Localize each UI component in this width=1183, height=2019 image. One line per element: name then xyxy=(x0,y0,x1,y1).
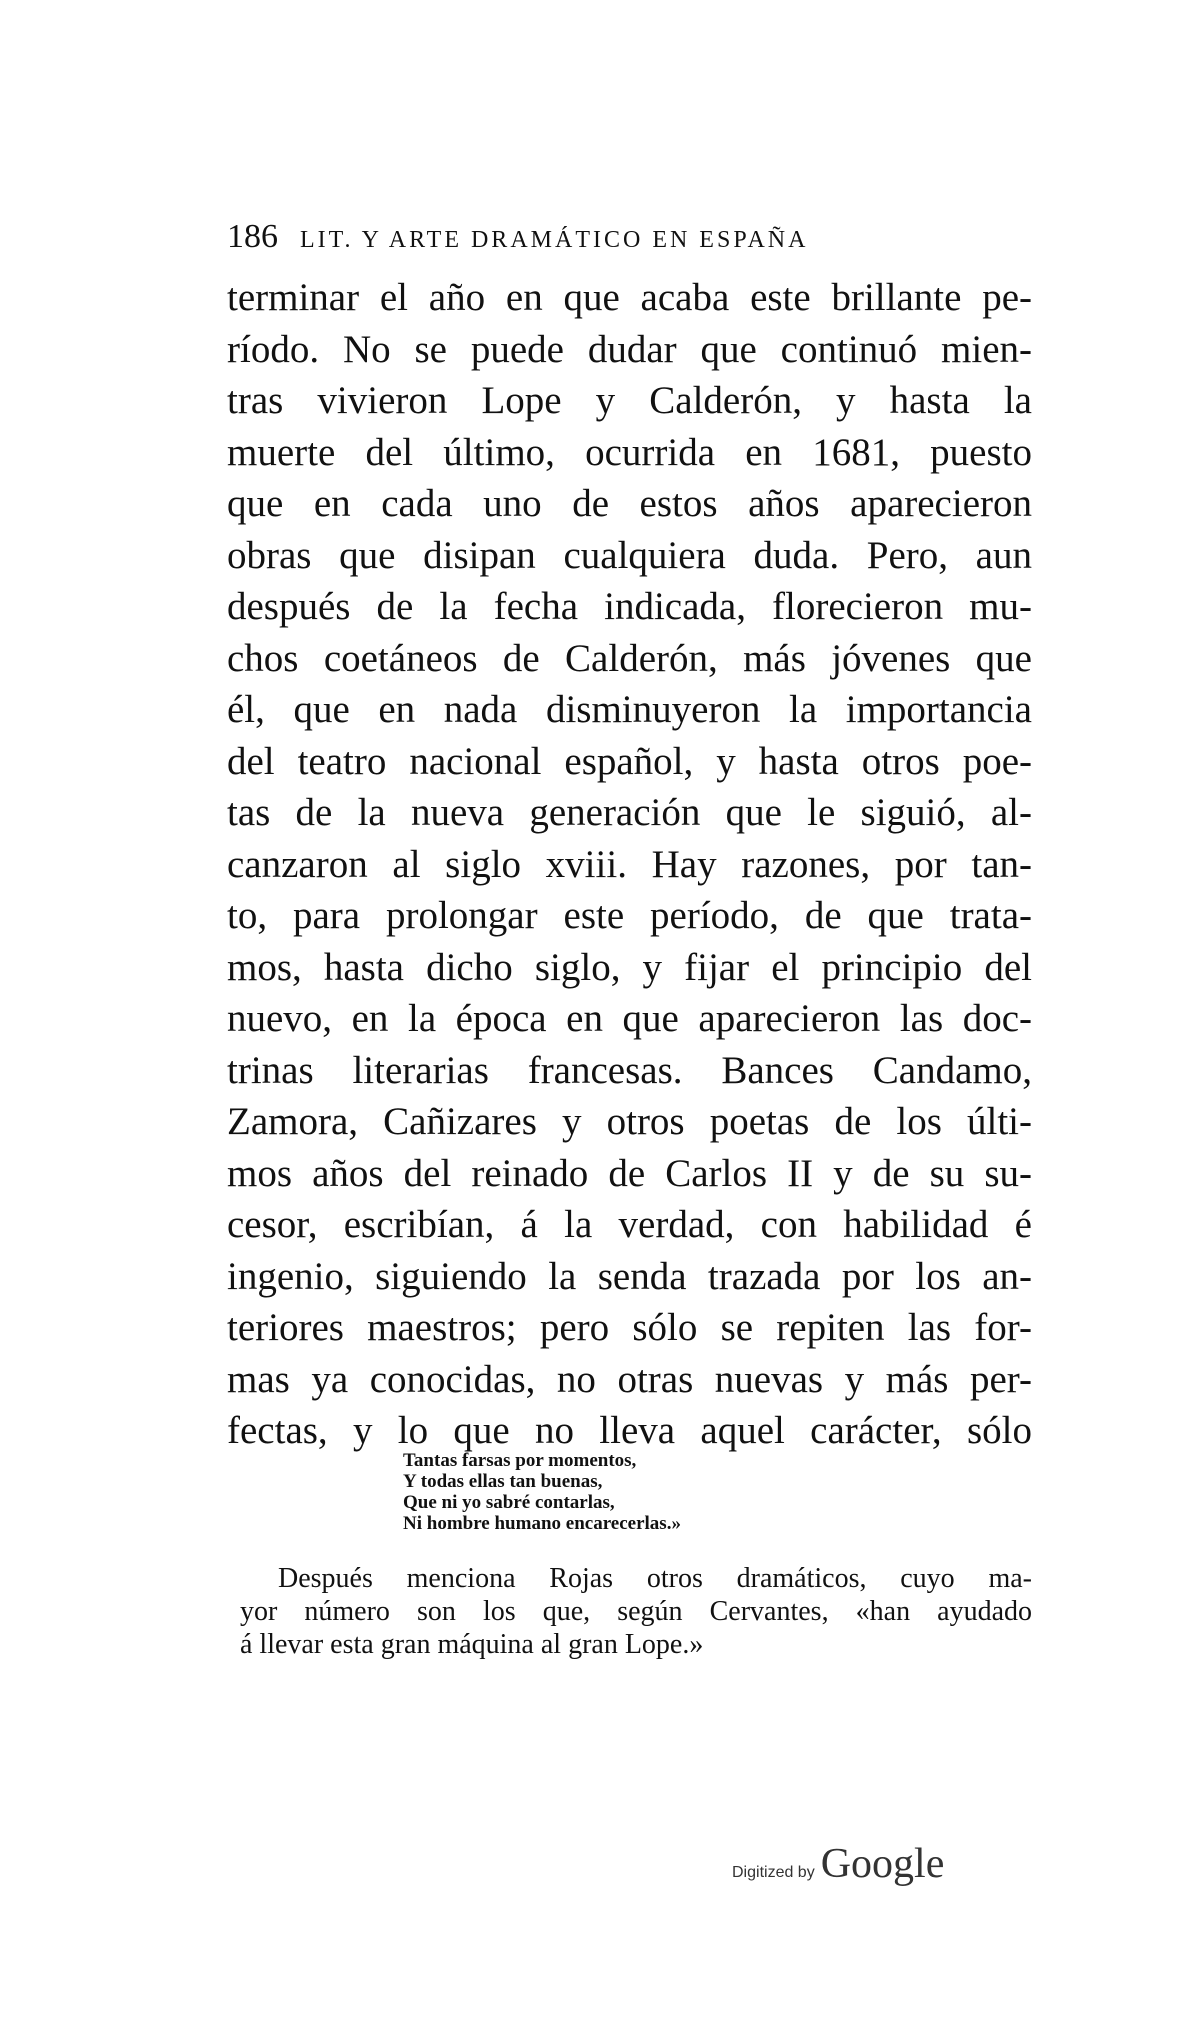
main-paragraph xyxy=(227,272,1032,1457)
text-line: cesor, escribían, á la verdad, con habilidad é xyxy=(227,1203,1032,1246)
footnote-paragraph xyxy=(240,1562,1032,1661)
verse-line: Tantas farsas por momentos, xyxy=(403,1450,637,1471)
verse-line: Que ni yo sabré contarlas, xyxy=(403,1492,615,1513)
text-line: él, que en nada disminuyeron la importancia xyxy=(227,688,1032,731)
text-line: mas ya conocidas, no otras nuevas y más per- xyxy=(227,1357,1032,1401)
text-line: nuevo, en la época en que aparecieron las doc- xyxy=(227,997,1032,1040)
text-line: después de la fecha indicada, florecieron mu- xyxy=(227,585,1032,628)
verse-quotation xyxy=(403,1450,903,1534)
text-line: teriores maestros; pero sólo se repiten las for- xyxy=(227,1306,1032,1349)
text-line: terminar el año en que acaba este brillante pe- xyxy=(227,276,1032,319)
text-line: del teatro nacional español, y hasta otros poe- xyxy=(227,739,1032,783)
text-line: obras que disipan cualquiera duda. Pero, aun xyxy=(227,533,1032,577)
text-line: mos años del reinado de Carlos II y de su su- xyxy=(227,1151,1032,1195)
verse-line: Ni hombre humano encarecerlas.» xyxy=(403,1513,681,1534)
text-line: chos coetáneos de Calderón, más jóvenes que xyxy=(227,636,1032,680)
text-line: ingenio, siguiendo la senda trazada por los an- xyxy=(227,1254,1032,1298)
running-head: LIT. Y ARTE DRAMÁTICO EN ESPAÑA xyxy=(300,227,809,253)
text-line: ríodo. No se puede dudar que continuó mien- xyxy=(227,327,1032,371)
watermark-prefix: Digitized by xyxy=(732,1864,815,1881)
text-line: muerte del último, ocurrida en 1681, puesto xyxy=(227,430,1032,474)
page-number: 186 xyxy=(227,218,278,255)
text-line: to, para prolongar este período, de que trata- xyxy=(227,894,1032,937)
digitized-watermark xyxy=(732,1840,992,1890)
text-line: Zamora, Cañizares y otros poetas de los últi- xyxy=(227,1100,1032,1143)
google-logo: Google xyxy=(820,1841,945,1887)
text-line: tas de la nueva generación que le siguió, al- xyxy=(227,791,1032,834)
text-line: canzaron al siglo xviii. Hay razones, por tan- xyxy=(227,842,1032,886)
text-line: fectas, y lo que no lleva aquel carácter, sólo xyxy=(227,1409,1032,1452)
text-line: mos, hasta dicho siglo, y fijar el principio del xyxy=(227,945,1032,989)
page-header xyxy=(227,218,967,264)
footnote-line: Después menciona Rojas otros dramáticos, cuyo ma- xyxy=(278,1563,1032,1594)
text-line: que en cada uno de estos años aparecieron xyxy=(227,482,1032,525)
text-line: trinas literarias francesas. Bances Candamo, xyxy=(227,1048,1032,1092)
text-line: tras vivieron Lope y Calderón, y hasta la xyxy=(227,379,1032,422)
verse-line: Y todas ellas tan buenas, xyxy=(403,1471,603,1492)
footnote-line: yor número son los que, según Cervantes, «han ayudado xyxy=(240,1596,1032,1627)
footnote-line: á llevar esta gran máquina al gran Lope.» xyxy=(240,1629,704,1660)
